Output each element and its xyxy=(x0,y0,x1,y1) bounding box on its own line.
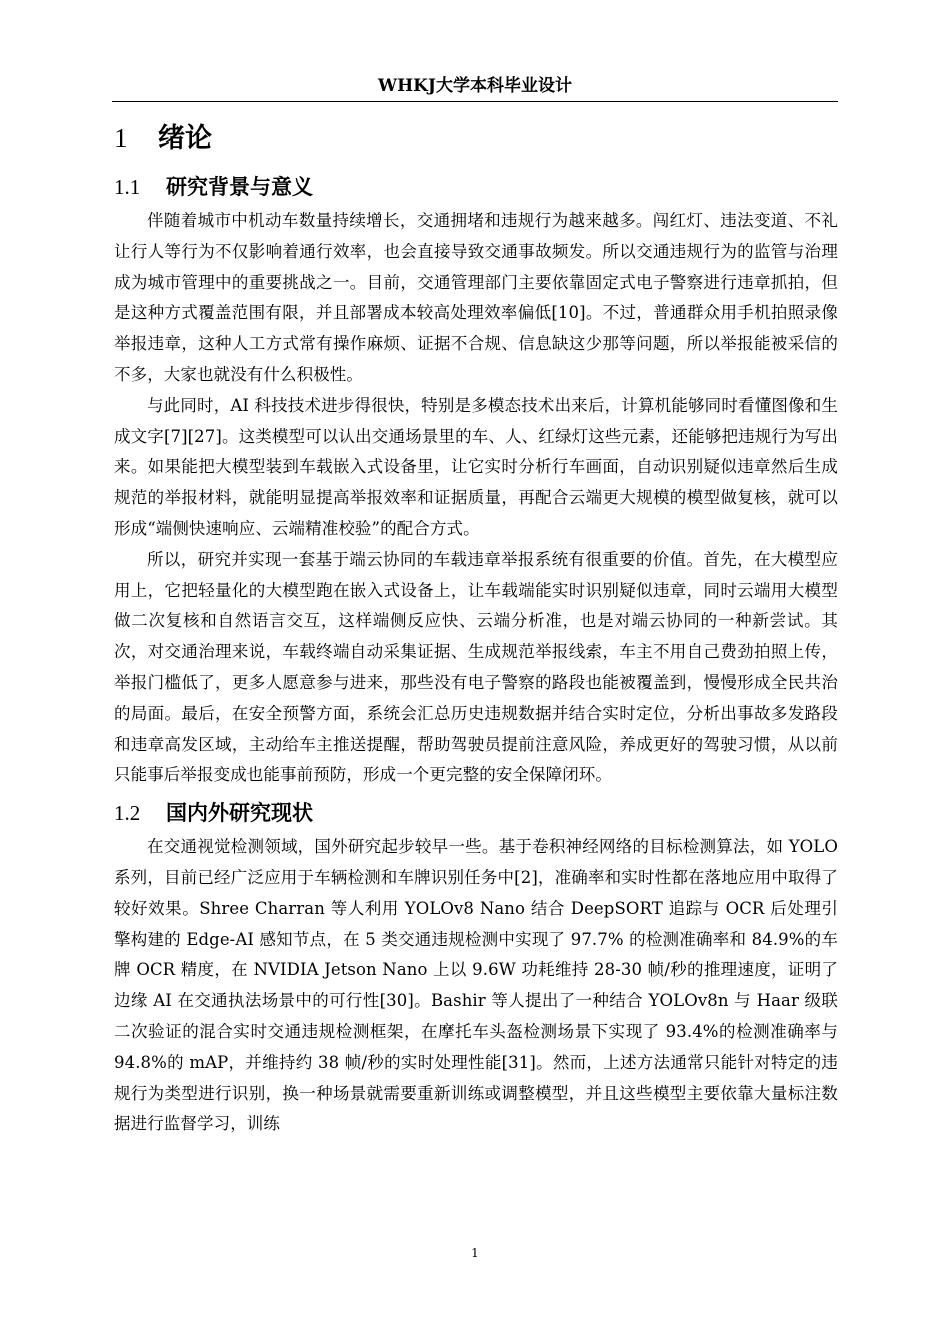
header-rule xyxy=(112,101,838,102)
section-heading xyxy=(114,168,838,206)
body-paragraph: 与此同时，AI 科技技术进步得很快，特别是多模态技术出来后，计算机能够同时看懂图像和生成文字[7][27]。这类模型可以认出交通场景里的车、人、红绿灯这些元素，还能够把违规行为写出来。如果能把大模型装到车载嵌入式设备里，让它实时分析行车画面，自动识别疑似违章然后生成规范的举报材料，就能明显提高举报效率和证据质量，再配合云端更大规模的模型做复核，就可以形成“端侧快速响应、云端精准校验”的配合方式。 xyxy=(114,395,838,538)
page-number: 1 xyxy=(471,1246,479,1260)
page-content xyxy=(114,118,838,1140)
body-paragraph: 伴随着城市中机动车数量持续增长，交通拥堵和违规行为越来越多。闯红灯、违法变道、不礼让行人等行为不仅影响着通行效率，也会直接导致交通事故频发。所以交通违规行为的监管与治理成为城市管理中的重要挑战之一。目前，交通管理部门主要依靠固定式电子警察进行违章抓拍，但是这种方式覆盖范围有限，并且部署成本较高处理效率偏低[10]。不过，普通群众用手机拍照录像举报违章，这种人工方式常有操作麻烦、证据不合规、信息缺这少那等问题，所以举报能被采信的不多，大家也就没有什么积极性。 xyxy=(114,211,838,384)
chapter-title: 绪论 xyxy=(158,123,212,154)
chapter-number: 1 xyxy=(114,123,128,153)
body-paragraph: 所以，研究并实现一套基于端云协同的车载违章举报系统有很重要的价值。首先，在大模型应用上，它把轻量化的大模型跑在嵌入式设备上，让车载端能实时识别疑似违章，同时云端用大模型做二次复核和自然语言交互，这样端侧反应快、云端分析准，也是对端云协同的一种新尝试。其次，对交通治理来说，车载终端自动采集证据、生成规范举报线索，车主不用自己费劲拍照上传，举报门槛低了，更多人愿意参与进来，那些没有电子警察的路段也能被覆盖到，慢慢形成全民共治的局面。最后，在安全预警方面，系统会汇总历史违规数据并结合实时定位，分析出事故多发路段和违章高发区域，主动给车主推送提醒，帮助驾驶员提前注意风险，养成更好的驾驶习惯，从以前只能事后举报变成也能事前预防，形成一个更完整的安全保障闭环。 xyxy=(114,549,838,785)
body-paragraph: 在交通视觉检测领域，国外研究起步较早一些。基于卷积神经网络的目标检测算法，如 YOLO 系列，目前已经广泛应用于车辆检测和车牌识别任务中[2]，准确率和实时性都在落地应用中取得了较好效果。Shree Charran 等人利用 YOLOv8 Nano 结合 DeepSORT 追踪与 OCR 后处理引擎构建的 Edge-AI 感知节点，在 5 类交通违规检测中实现了 97.7% 的检测准确率和 84.9%的车牌 OCR 精度，在 NVIDIA Jetson Nano 上以 9.6W 功耗维持 28-30 帧/秒的推理速度，证明了边缘 AI 在交通执法场景中的可行性[30]。Bashir 等人提出了一种结合 YOLOv8n 与 Haar 级联二次验证的混合实时交通违规检测框架，在摩托车头盔检测场景下实现了 93.4%的检测准确率与 94.8%的 mAP，并维持约 38 帧/秒的实时处理性能[31]。然而，上述方法通常只能针对特定的违规行为类型进行识别，换一种场景就需要重新训练或调整模型，并且这些模型主要依靠大量标注数据进行监督学习，训练 xyxy=(114,837,838,1134)
section-heading xyxy=(114,794,838,832)
running-header: WHKJ大学本科毕业设计 xyxy=(378,76,572,96)
section-number: 1.2 xyxy=(114,801,141,826)
section-number: 1.1 xyxy=(114,175,141,199)
section-title: 国内外研究现状 xyxy=(166,801,313,826)
chapter-heading xyxy=(114,118,838,159)
section-title: 研究背景与意义 xyxy=(166,175,313,199)
